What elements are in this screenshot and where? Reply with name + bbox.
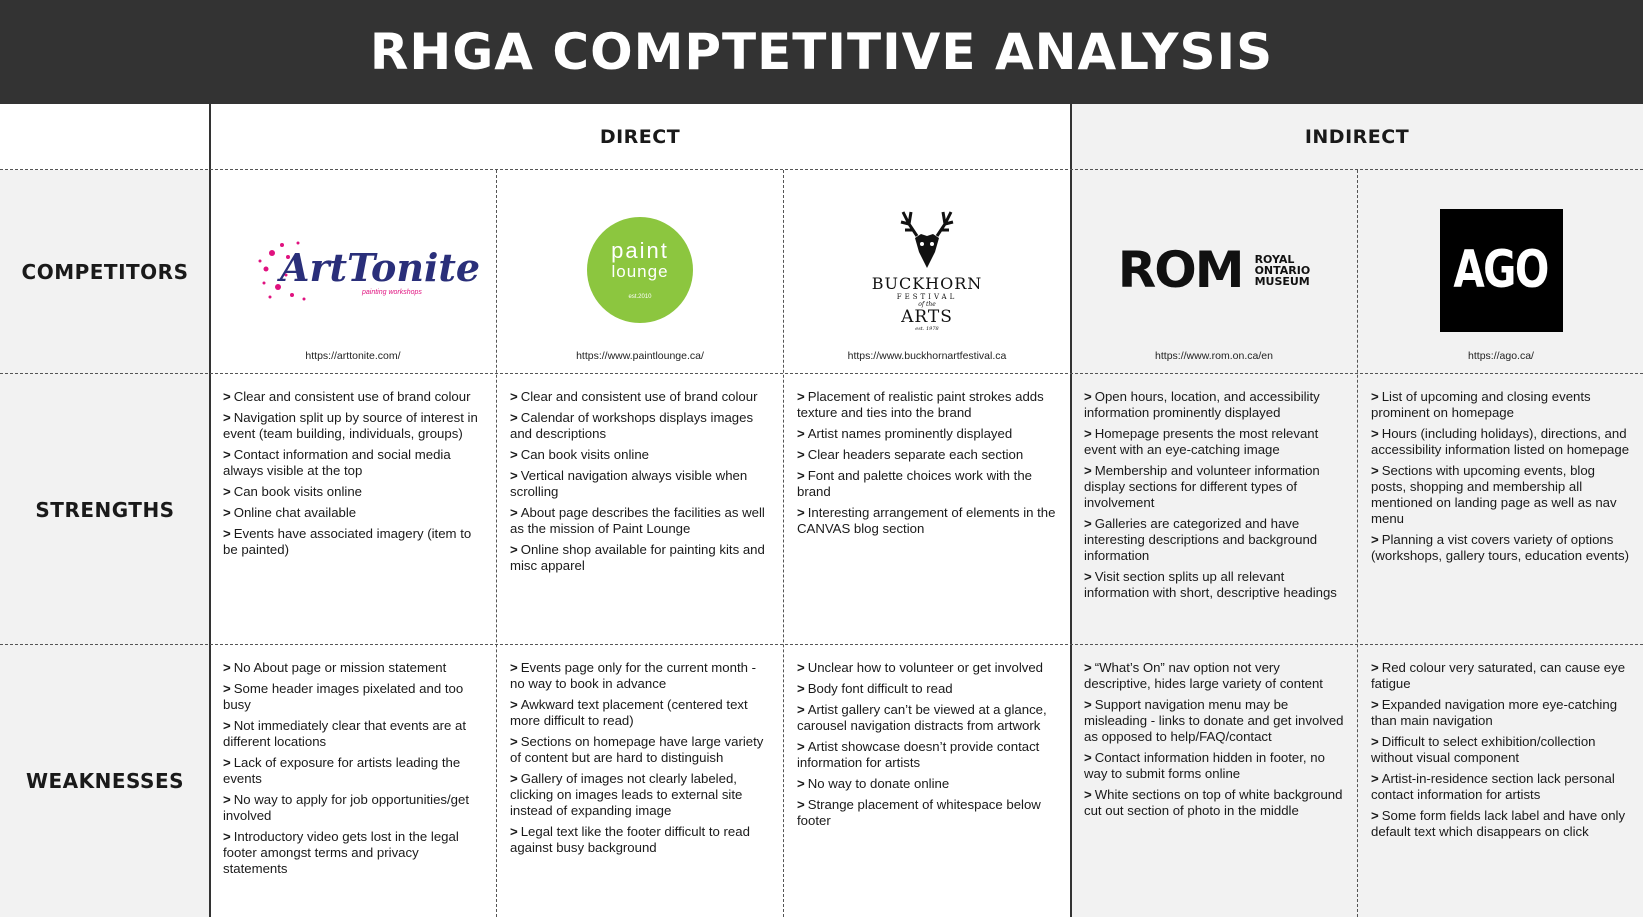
list-item	[1371, 660, 1631, 692]
list-item	[1084, 426, 1344, 458]
bullet-arrow-icon: >	[510, 505, 518, 520]
bullet-arrow-icon: >	[223, 410, 231, 425]
bullet-arrow-icon: >	[223, 526, 231, 541]
list-item-text: Red colour very saturated, can cause eye fatigue	[1371, 660, 1626, 691]
list-item	[510, 734, 770, 766]
list-item-text: Online chat available	[233, 505, 357, 520]
list-item	[797, 389, 1057, 421]
bullet-arrow-icon: >	[1084, 463, 1092, 478]
list-item-text: Expanded navigation more eye-catching than main navigation	[1371, 697, 1618, 728]
list-item-text: List of upcoming and closing events prominent on homepage	[1371, 389, 1591, 420]
bullet-arrow-icon: >	[1371, 426, 1379, 441]
list-item-text: Artist showcase doesn’t provide contact information for artists	[797, 739, 1040, 770]
bullet-arrow-icon: >	[797, 426, 805, 441]
list-item	[1084, 660, 1344, 692]
list-item-text: Events have associated imagery (item to be painted)	[223, 526, 472, 557]
list-item-text: Clear and consistent use of brand colour	[233, 389, 471, 404]
bullet-arrow-icon: >	[510, 468, 518, 483]
list-item	[510, 697, 770, 729]
list-item	[1371, 697, 1631, 729]
bullet-arrow-icon: >	[223, 484, 231, 499]
bullet-arrow-icon: >	[1371, 532, 1379, 547]
title-bar	[0, 0, 1643, 104]
bullet-arrow-icon: >	[1371, 697, 1379, 712]
list-item	[223, 505, 483, 521]
list-item-text: Navigation split up by source of interest in event (team building, individuals, groups)	[223, 410, 478, 441]
list-item	[223, 829, 483, 877]
list-item	[223, 718, 483, 750]
bullet-arrow-icon: >	[1371, 660, 1379, 675]
competitor-cell-ago	[1358, 170, 1643, 374]
strengths-list	[1371, 389, 1631, 569]
buckhorn-logo-sub: est. 1978	[915, 326, 939, 332]
list-item-text: No About page or mission statement	[233, 660, 447, 675]
ago-logo-text: AGO	[1453, 240, 1549, 300]
bullet-arrow-icon: >	[1084, 750, 1092, 765]
list-item-text: Galleries are categorized and have interesting descriptions and background information	[1084, 516, 1318, 563]
list-item-text: Placement of realistic paint strokes adds texture and ties into the brand	[797, 389, 1044, 420]
list-item-text: Planning a vist covers variety of options (workshops, gallery tours, education events)	[1371, 532, 1630, 563]
list-item	[510, 468, 770, 500]
list-item-text: Can book visits online	[233, 484, 362, 499]
arttonite-logo	[210, 190, 496, 350]
list-item	[797, 660, 1057, 676]
list-item-text: Unclear how to volunteer or get involved	[807, 660, 1044, 675]
list-item	[223, 447, 483, 479]
list-item-text: Vertical navigation always visible when scrolling	[510, 468, 748, 499]
list-item	[797, 468, 1057, 500]
list-item-text: Sections with upcoming events, blog posts, shopping and membership all mentioned on landing page as well as nav menu	[1371, 463, 1617, 526]
list-item	[797, 505, 1057, 537]
list-item-text: Support navigation menu may be misleading - links to donate and get involved as opposed to help/FAQ/contact	[1084, 697, 1344, 744]
rom-logo-line1: ROYAL	[1254, 252, 1295, 266]
bullet-arrow-icon: >	[510, 447, 518, 462]
list-item-text: Awkward text placement (centered text more difficult to read)	[510, 697, 748, 728]
bullet-arrow-icon: >	[223, 829, 231, 844]
competitor-cell-buckhorn	[784, 170, 1070, 374]
list-item-text: Artist gallery can’t be viewed at a glance, carousel navigation distracts from artwork	[797, 702, 1047, 733]
list-item	[1084, 750, 1344, 782]
list-item	[223, 792, 483, 824]
list-item-text: Contact information hidden in footer, no way to submit forms online	[1084, 750, 1325, 781]
arttonite-logo-sub: painting workshops	[362, 289, 422, 296]
rom-logo	[1071, 190, 1357, 350]
list-item	[797, 776, 1057, 792]
list-item	[223, 526, 483, 558]
list-item	[797, 797, 1057, 829]
weaknesses-list	[510, 660, 770, 861]
rom-logo-line2: ONTARIO	[1254, 263, 1311, 277]
list-item-text: Gallery of images not clearly labeled, clicking on images leads to external site instead of expanding image	[510, 771, 743, 818]
bullet-arrow-icon: >	[797, 776, 805, 791]
list-item-text: Online shop available for painting kits and misc apparel	[510, 542, 765, 573]
list-item	[223, 484, 483, 500]
list-item-text: Clear headers separate each section	[807, 447, 1024, 462]
bullet-arrow-icon: >	[223, 681, 231, 696]
list-item-text: Interesting arrangement of elements in the CANVAS blog section	[797, 505, 1056, 536]
bullet-arrow-icon: >	[797, 681, 805, 696]
divider-horizontal	[0, 644, 1643, 645]
buckhorn-logo-text4: ARTS	[901, 307, 953, 327]
list-item-text: Clear and consistent use of brand colour	[520, 389, 758, 404]
list-item	[223, 660, 483, 676]
deer-head-icon	[897, 208, 957, 272]
list-item	[797, 739, 1057, 771]
strengths-list	[1084, 389, 1344, 606]
bullet-arrow-icon: >	[223, 792, 231, 807]
list-item-text: Artist-in-residence section lack personal contact information for artists	[1371, 771, 1615, 802]
list-item-text: Contact information and social media always visible at the top	[223, 447, 451, 478]
bullet-arrow-icon: >	[797, 702, 805, 717]
list-item	[510, 389, 770, 405]
group-indirect-header: INDIRECT	[1304, 126, 1410, 148]
list-item	[510, 410, 770, 442]
list-item	[1371, 389, 1631, 421]
list-item	[1084, 569, 1344, 601]
list-item	[1371, 734, 1631, 766]
list-item-text: Body font difficult to read	[807, 681, 953, 696]
buckhorn-logo-text: BUCKHORN	[871, 274, 983, 293]
paint-lounge-logo-text: paint	[611, 238, 669, 263]
list-item-text: White sections on top of white background cut out section of photo in the middle	[1084, 787, 1343, 818]
bullet-arrow-icon: >	[1084, 389, 1092, 404]
bullet-arrow-icon: >	[1084, 569, 1092, 584]
list-item-text: Events page only for the current month - no way to book in advance	[510, 660, 757, 691]
group-direct-header: DIRECT	[599, 126, 681, 148]
bullet-arrow-icon: >	[510, 697, 518, 712]
bullet-arrow-icon: >	[1084, 516, 1092, 531]
list-item-text: Sections on homepage have large variety of content but are hard to distinguish	[510, 734, 764, 765]
bullet-arrow-icon: >	[797, 447, 805, 462]
competitor-cell-rom	[1071, 170, 1357, 374]
strengths-list	[797, 389, 1057, 542]
list-item	[510, 660, 770, 692]
bullet-arrow-icon: >	[797, 739, 805, 754]
list-item	[797, 447, 1057, 463]
list-item-text: Legal text like the footer difficult to read against busy background	[510, 824, 750, 855]
buckhorn-logo-text3: of the	[918, 301, 936, 308]
list-item-text: Not immediately clear that events are at different locations	[223, 718, 467, 749]
paint-lounge-logo-text2: lounge	[611, 262, 669, 281]
bullet-arrow-icon: >	[510, 771, 518, 786]
list-item-text: Strange placement of whitespace below footer	[797, 797, 1041, 828]
bullet-arrow-icon: >	[1084, 787, 1092, 802]
competitor-url[interactable]: https://www.paintlounge.ca/	[576, 350, 704, 362]
arttonite-logo-text: ArtTonite	[280, 245, 481, 290]
competitor-url[interactable]: https://www.buckhornartfestival.ca	[847, 350, 1007, 362]
strengths-list	[223, 389, 483, 563]
list-item	[510, 505, 770, 537]
list-item	[223, 755, 483, 787]
bullet-arrow-icon: >	[1084, 697, 1092, 712]
bullet-arrow-icon: >	[223, 718, 231, 733]
bullet-arrow-icon: >	[1371, 771, 1379, 786]
bullet-arrow-icon: >	[510, 824, 518, 839]
buckhorn-logo	[784, 190, 1070, 350]
list-item	[223, 410, 483, 442]
bullet-arrow-icon: >	[797, 468, 805, 483]
weaknesses-list	[1084, 660, 1344, 824]
bullet-arrow-icon: >	[510, 542, 518, 557]
list-item-text: Some header images pixelated and too busy	[223, 681, 464, 712]
list-item	[1371, 771, 1631, 803]
page-title: RHGA COMPTETITIVE ANALYSIS	[369, 23, 1274, 81]
row-label-strengths: STRENGTHS	[35, 497, 175, 522]
rom-logo-line3: MUSEUM	[1254, 274, 1310, 288]
list-item-text: Homepage presents the most relevant event with an eye-catching image	[1084, 426, 1319, 457]
list-item-text: Membership and volunteer information display sections for different types of involvement	[1084, 463, 1320, 510]
list-item-text: Can book visits online	[520, 447, 649, 462]
bullet-arrow-icon: >	[1371, 463, 1379, 478]
list-item-text: Difficult to select exhibition/collection without visual component	[1371, 734, 1596, 765]
list-item-text: No way to apply for job opportunities/get involved	[223, 792, 470, 823]
list-item	[1084, 516, 1344, 564]
list-item-text: “What’s On” nav option not very descriptive, hides large variety of content	[1084, 660, 1323, 691]
bullet-arrow-icon: >	[223, 447, 231, 462]
list-item	[223, 681, 483, 713]
weaknesses-list	[1371, 660, 1631, 845]
bullet-arrow-icon: >	[223, 389, 231, 404]
list-item	[1084, 697, 1344, 745]
bullet-arrow-icon: >	[510, 410, 518, 425]
list-item-text: Lack of exposure for artists leading the events	[223, 755, 461, 786]
list-item-text: Some form fields lack label and have only default text which disappears on click	[1371, 808, 1626, 839]
bullet-arrow-icon: >	[1371, 808, 1379, 823]
bullet-arrow-icon: >	[223, 660, 231, 675]
row-label-competitors: COMPETITORS	[21, 260, 189, 284]
bullet-arrow-icon: >	[510, 389, 518, 404]
competitor-url[interactable]: https://ago.ca/	[1468, 350, 1534, 362]
bullet-arrow-icon: >	[797, 660, 805, 675]
bullet-arrow-icon: >	[797, 505, 805, 520]
list-item	[1084, 463, 1344, 511]
competitor-cell-paint-lounge	[497, 170, 783, 374]
list-item	[797, 702, 1057, 734]
bullet-arrow-icon: >	[510, 734, 518, 749]
list-item	[1371, 426, 1631, 458]
list-item	[1371, 808, 1631, 840]
bullet-arrow-icon: >	[223, 755, 231, 770]
bullet-arrow-icon: >	[1084, 660, 1092, 675]
bullet-arrow-icon: >	[223, 505, 231, 520]
competitor-url[interactable]: https://www.rom.on.ca/en	[1155, 350, 1273, 362]
list-item-text: Artist names prominently displayed	[807, 426, 1013, 441]
list-item-text: Introductory video gets lost in the legal footer amongst terms and privacy statements	[223, 829, 459, 876]
buckhorn-logo-text2: FESTIVAL	[896, 293, 958, 301]
row-label-weaknesses: WEAKNESSES	[25, 769, 185, 793]
list-item-text: Visit section splits up all relevant information with short, descriptive headings	[1084, 569, 1337, 600]
bullet-arrow-icon: >	[510, 660, 518, 675]
list-item	[797, 426, 1057, 442]
list-item-text: Font and palette choices work with the brand	[797, 468, 1033, 499]
list-item	[510, 824, 770, 856]
list-item-text: Calendar of workshops displays images and descriptions	[510, 410, 754, 441]
list-item	[510, 447, 770, 463]
list-item	[1371, 463, 1631, 527]
strengths-list	[510, 389, 770, 579]
list-item	[797, 681, 1057, 697]
list-item	[510, 542, 770, 574]
competitor-url[interactable]: https://arttonite.com/	[305, 350, 401, 362]
rom-logo-text: ROM	[1117, 241, 1243, 299]
list-item	[1371, 532, 1631, 564]
list-item	[1084, 389, 1344, 421]
bullet-arrow-icon: >	[797, 389, 805, 404]
list-item-text: Hours (including holidays), directions, and accessibility information listed on homepage	[1371, 426, 1630, 457]
bullet-arrow-icon: >	[1084, 426, 1092, 441]
list-item-text: About page describes the facilities as well as the mission of Paint Lounge	[510, 505, 765, 536]
bullet-arrow-icon: >	[797, 797, 805, 812]
list-item	[223, 389, 483, 405]
weaknesses-list	[797, 660, 1057, 834]
bullet-arrow-icon: >	[1371, 734, 1379, 749]
weaknesses-list	[223, 660, 483, 882]
list-item-text: Open hours, location, and accessibility information prominently displayed	[1084, 389, 1320, 420]
bullet-arrow-icon: >	[1371, 389, 1379, 404]
paint-lounge-logo	[497, 190, 783, 350]
list-item-text: No way to donate online	[807, 776, 950, 791]
paint-lounge-logo-sub: est.2010	[628, 294, 652, 300]
list-item	[510, 771, 770, 819]
competitor-cell-arttonite	[210, 170, 496, 374]
list-item	[1084, 787, 1344, 819]
ago-logo	[1358, 190, 1643, 350]
